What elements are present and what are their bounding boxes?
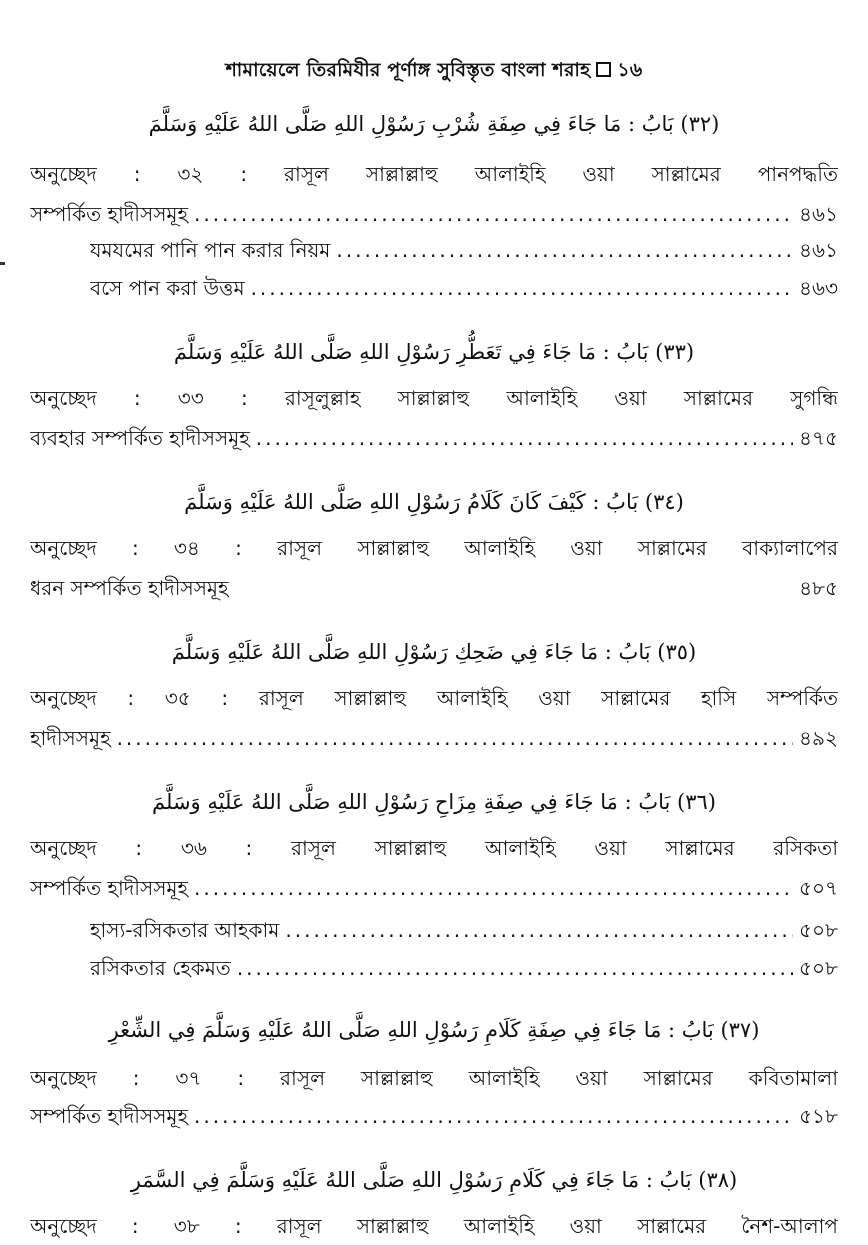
arabic-chapter-heading-36: (٣٦) بَابُ : مَا جَاءَ فِي صِفَةِ مِزَاحِ رَسُوْلِ اللهِ صَلَّى اللهُ عَلَيْهِ وَسَلَّمَ: [152, 790, 716, 814]
chapter-line-34: অনুচ্ছেদ : ৩৪ : রাসূল সাল্লাল্লাহু আলাইহি ওয়া সাল্লামের বাক্যালাপের: [30, 536, 838, 560]
chapter-line-32: অনুচ্ছেদ : ৩২ : রাসূল সাল্লাল্লাহু আলাইহি ওয়া সাল্লামের পানপদ্ধতি: [30, 162, 838, 186]
chapter-line-36: অনুচ্ছেদ : ৩৬ : রাসূল সাল্লাল্লাহু আলাইহি ওয়া সাল্লামের রসিকতা: [30, 836, 838, 860]
toc-page-number: ৪৬১: [799, 238, 838, 262]
leader-dots: [251, 276, 793, 300]
toc-label: ব্যবহার সম্পর্কিত হাদীসসমূহ: [30, 426, 250, 450]
toc-entry-33: [30, 424, 838, 457]
arabic-chapter-heading-33: (٣٣) بَابُ : مَا جَاءَ فِي تَعَطُّرِ رَسُوْلِ اللهِ صَلَّى اللهُ عَلَيْهِ وَسَلَّمَ: [173, 340, 695, 364]
toc-page-number: ৪৮৫: [799, 576, 838, 600]
toc-page-number: ৪৭৫: [799, 426, 838, 450]
arabic-chapter-heading-35: (٣٥) بَابُ : مَا جَاءَ فِي ضَحِكِ رَسُوْلِ اللهِ صَلَّى اللهُ عَلَيْهِ وَسَلَّمَ: [171, 640, 697, 664]
toc-subentry: [90, 916, 838, 949]
toc-page-number: ৫০৮: [799, 956, 838, 980]
arabic-chapter-heading-32: (٣٢) بَابُ : مَا جَاءَ فِي صِفَةِ شُرْبِ رَسُوْلِ اللهِ صَلَّى اللهُ عَلَيْهِ وَسَلَّمَ: [148, 112, 720, 136]
leader-dots: [285, 918, 793, 942]
leader-dots: [117, 726, 793, 750]
toc-page-number: ৫১৮: [799, 1104, 838, 1128]
toc-entry-37: [30, 1102, 838, 1135]
leader-dots: [194, 876, 793, 900]
toc-label: সম্পর্কিত হাদীসসমূহ: [30, 202, 189, 226]
toc-page-number: ৫০৭: [799, 876, 838, 900]
toc-label: সম্পর্কিত হাদীসসমূহ: [30, 1104, 189, 1128]
toc-label: সম্পর্কিত হাদীসসমূহ: [30, 876, 189, 900]
toc-page-number: ৪৬৩: [799, 276, 838, 300]
leader-dots: [256, 426, 793, 450]
toc-subentry: [90, 274, 838, 307]
leader-dots: [194, 202, 793, 226]
toc-subentry: [90, 954, 838, 987]
toc-sub-label: যমযমের পানি পান করার নিয়ম: [90, 238, 331, 262]
header-title: শামায়েলে তিরমিযীর পূর্ণাঙ্গ সুবিস্তৃত বাংলা শরাহ: [225, 59, 591, 81]
leader-dots: [237, 956, 793, 980]
toc-entry-36: [30, 874, 838, 907]
chapter-line-38: অনুচ্ছেদ : ৩৮ : রাসূল সাল্লাল্লাহু আলাইহি ওয়া সাল্লামের নৈশ-আলাপ: [30, 1214, 838, 1238]
chapter-line-35: অনুচ্ছেদ : ৩৫ : রাসূল সাল্লাল্লাহু আলাইহি ওয়া সাল্লামের হাসি সম্পর্কিত: [30, 686, 838, 710]
toc-page-number: ৪৯২: [799, 726, 838, 750]
toc-entry-35: [30, 724, 838, 757]
toc-sub-label: হাস্য-রসিকতার আহকাম: [90, 918, 280, 942]
toc-sub-label: বসে পান করা উত্তম: [90, 276, 245, 300]
arabic-chapter-heading-38: (٣٨) بَابُ : مَا جَاءَ فِي كَلَامِ رَسُوْلِ اللهِ صَلَّى اللهُ عَلَيْهِ وَسَلَّمَ فِي السَّمَرِ: [130, 1168, 738, 1192]
arabic-chapter-heading-34: (٣٤) بَابُ : كَيْفَ كَانَ كَلَامُ رَسُوْلِ اللهِ صَلَّى اللهُ عَلَيْهِ وَسَلَّمَ: [184, 490, 684, 514]
toc-page-number: ৫০৮: [799, 918, 838, 942]
running-header: [0, 56, 868, 88]
toc-sub-label: রসিকতার হেকমত: [90, 956, 231, 980]
chapter-line-37: অনুচ্ছেদ : ৩৭ : রাসূল সাল্লাল্লাহু আলাইহি ওয়া সাল্লামের কবিতামালা: [30, 1066, 838, 1090]
toc-label: হাদীসসমূহ: [30, 726, 111, 750]
toc-label: ধরন সম্পর্কিত হাদীসসমূহ: [30, 576, 229, 600]
toc-page-number: ৪৬১: [799, 202, 838, 226]
leader-dots: [336, 238, 793, 262]
header-page-number: ১৬: [617, 59, 643, 81]
toc-entry-32: [30, 200, 838, 233]
square-separator-icon: [596, 62, 611, 77]
toc-subentry: [90, 236, 838, 269]
arabic-chapter-heading-37: (٣٧) بَابُ : مَا جَاءَ فِي صِفَةِ كَلَامِ رَسُوْلِ اللهِ صَلَّى اللهُ عَلَيْهِ وَسَلَّمَ فِي الشِّعْرِ: [108, 1018, 760, 1042]
leader-dots: [194, 1104, 793, 1128]
margin-tick: [0, 262, 5, 265]
toc-entry-34: [30, 574, 838, 607]
chapter-line-33: অনুচ্ছেদ : ৩৩ : রাসূলুল্লাহ সাল্লাল্লাহু আলাইহি ওয়া সাল্লামের সুগন্ধি: [30, 386, 838, 410]
